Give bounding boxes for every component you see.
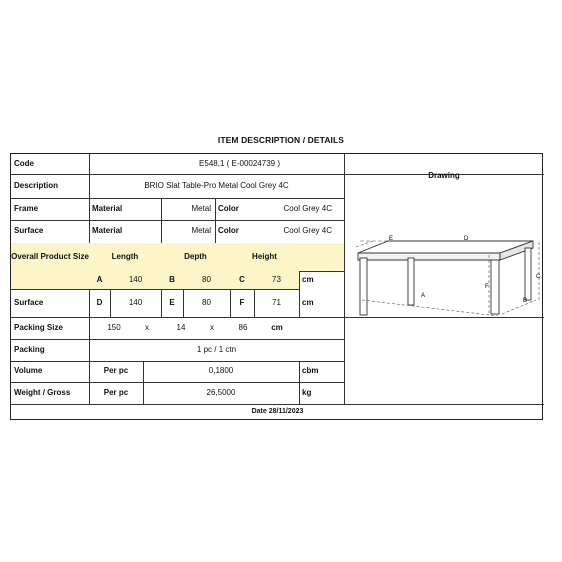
volume-value: 0,1800 — [208, 366, 234, 376]
dim-a-value: 140 — [110, 271, 161, 289]
page-title: ITEM DESCRIPTION / DETAILS — [217, 135, 345, 145]
surface-size-unit: cm — [302, 297, 314, 307]
overall-row-blank — [11, 271, 89, 289]
frame-color-label: Color — [218, 203, 239, 213]
packing-label: Packing — [14, 344, 45, 354]
dim-a-letter: A — [89, 271, 110, 289]
weight-value: 26,5000 — [206, 387, 236, 397]
volume-per: Per pc — [103, 366, 129, 376]
weight-per: Per pc — [103, 387, 129, 397]
surface-material-label: Material — [92, 226, 123, 236]
dim-c-value: 73 — [254, 271, 299, 289]
packing-width: 14 — [176, 322, 186, 332]
packing-x2: x — [210, 322, 214, 332]
dim-e-value: 80 — [202, 297, 211, 307]
packing-length: 150 — [107, 322, 121, 332]
surface-color-label: Color — [218, 226, 239, 236]
weight-label: Weight / Gross — [14, 387, 71, 397]
dim-d-letter: D — [96, 297, 103, 307]
overall-header-blank — [299, 243, 344, 271]
date-label: Date 28/11/2023 — [251, 408, 304, 416]
volume-label: Volume — [14, 366, 43, 376]
frame-material-value: Metal — [191, 203, 211, 213]
dim-b-letter: B — [161, 271, 183, 289]
drawing-letter-a: A — [421, 293, 426, 299]
height-header: Height — [230, 243, 299, 271]
frame-material-label: Material — [92, 203, 123, 213]
code-value: E548,1 ( E-00024739 ) — [199, 158, 280, 168]
drawing-letter-c: C — [536, 274, 541, 280]
table-drawing — [348, 200, 542, 316]
packing-size-unit: cm — [271, 322, 283, 332]
surface-size-label: Surface — [14, 297, 44, 307]
drawing-letter-e: E — [389, 236, 394, 242]
item-details-table — [10, 153, 543, 420]
code-label: Code — [14, 158, 34, 168]
overall-size-label: Overall Product Size — [11, 243, 89, 271]
drawing-letter-f: F — [485, 284, 489, 290]
dim-b-value: 80 — [183, 271, 230, 289]
packing-size-label: Packing Size — [14, 322, 63, 332]
packing-x1: x — [145, 322, 149, 332]
drawing-letter-d: D — [464, 236, 469, 242]
dim-f-value: 71 — [272, 297, 281, 307]
drawing-label: Drawing — [428, 170, 460, 180]
frame-label: Frame — [14, 203, 39, 213]
length-header: Length — [89, 243, 161, 271]
dim-f-letter: F — [239, 297, 245, 307]
description-label: Description — [14, 180, 59, 190]
dim-e-letter: E — [169, 297, 175, 307]
description-value: BRIO Slat Table-Pro Metal Cool Grey 4C — [144, 180, 289, 190]
drawing-letter-b: B — [523, 298, 528, 304]
dim-c-letter: C — [230, 271, 254, 289]
surface-color-value: Cool Grey 4C — [283, 226, 332, 236]
surface-label: Surface — [14, 226, 44, 236]
overall-unit: cm — [302, 274, 314, 284]
depth-header: Depth — [161, 243, 230, 271]
packing-height: 86 — [238, 322, 248, 332]
surface-material-value: Metal — [191, 226, 211, 236]
weight-unit: kg — [302, 387, 312, 397]
dim-d-value: 140 — [128, 297, 143, 307]
packing-value: 1 pc / 1 ctn — [196, 344, 237, 354]
volume-unit: cbm — [302, 366, 319, 376]
frame-color-value: Cool Grey 4C — [283, 203, 332, 213]
